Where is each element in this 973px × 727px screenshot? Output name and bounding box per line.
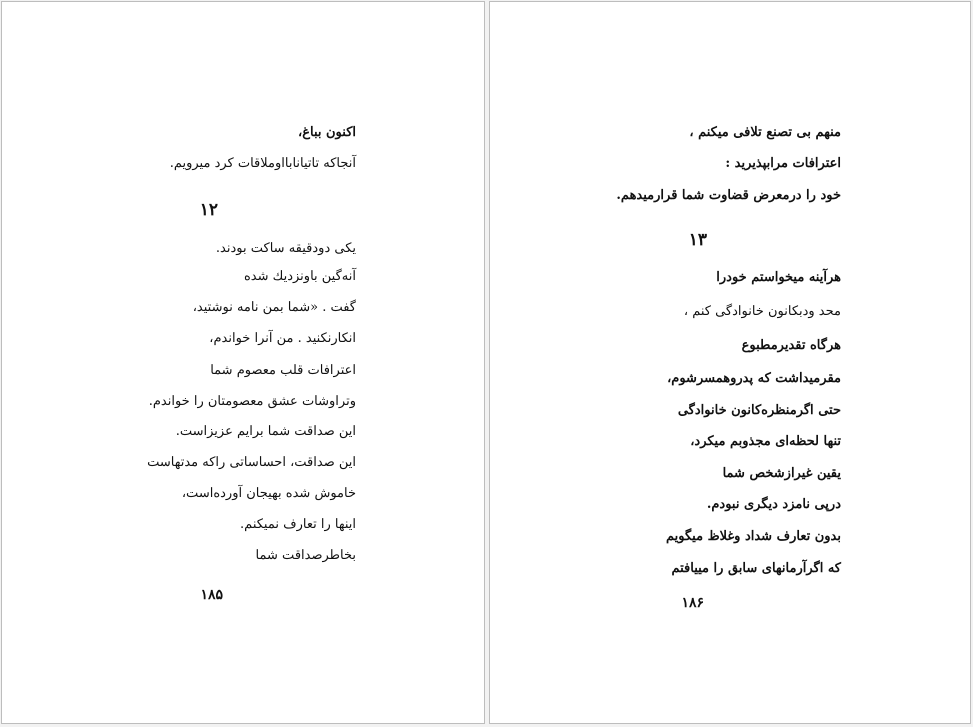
book-page-right — [489, 1, 971, 724]
text-line: اکنون بباغ، — [298, 125, 356, 140]
text-line: منهم بی تصنع تلافی میکنم ، — [689, 125, 841, 140]
text-line: این صداقت، احساساتی راکه مدتهاست — [147, 455, 356, 470]
text-line: بدون تعارف شداد وغلاظ میگویم — [666, 529, 841, 544]
text-line: هرگاه تقدیرمطبوع — [741, 338, 841, 353]
section-number: ۱۳ — [688, 230, 707, 250]
text-line: که اگرآرمانهای سابق را مییافتم — [671, 561, 841, 576]
page-number: ۱۸۶ — [681, 595, 704, 611]
page-number: ۱۸۵ — [200, 587, 223, 603]
text-line: یکی دودقیقه ساکت بودند. — [215, 241, 356, 256]
text-line: آنجاکه تاتیانابااوملاقات کرد میرویم. — [169, 156, 356, 171]
text-line: خود را درمعرض قضاوت شما قرارمیدهم. — [616, 188, 841, 203]
text-line: وتراوشات عشق معصومتان را خواندم. — [148, 394, 356, 409]
text-line: اعترافات قلب معصوم شما — [210, 363, 356, 378]
text-line: تنها لحظه‌ای مجذوبم میکرد، — [690, 434, 841, 449]
text-line: یقین غیرازشخص شما — [722, 466, 841, 481]
text-line: مقرمیداشت که پدروهمسرشوم، — [667, 371, 841, 386]
text-line: محد ودبکانون خانوادگی کنم ، — [683, 304, 841, 319]
text-line: بخاطرصداقت شما — [255, 548, 356, 563]
text-line: آنه‌گین باونزدیك شده — [243, 269, 356, 284]
text-line: انکارنکنید . من آنرا خواندم، — [209, 331, 356, 346]
section-number: ۱۲ — [199, 200, 218, 220]
text-line: گفت . «شما بمن نامه نوشتید، — [192, 300, 356, 315]
text-line: اعترافات مرابپذیرید : — [725, 156, 841, 171]
book-page-left — [1, 1, 485, 724]
text-line: اینها را تعارف نمیکنم. — [240, 517, 356, 532]
text-line: هرآینه میخواستم خودرا — [716, 270, 841, 285]
text-line: درپی نامزد دیگری نبودم. — [706, 497, 841, 512]
text-line: خاموش شده بهیجان آورده‌است، — [181, 486, 356, 501]
text-line: این صداقت شما برایم عزیزاست. — [175, 424, 356, 439]
text-line: حتی اگرمنظره‌کانون خانوادگی — [677, 403, 841, 418]
